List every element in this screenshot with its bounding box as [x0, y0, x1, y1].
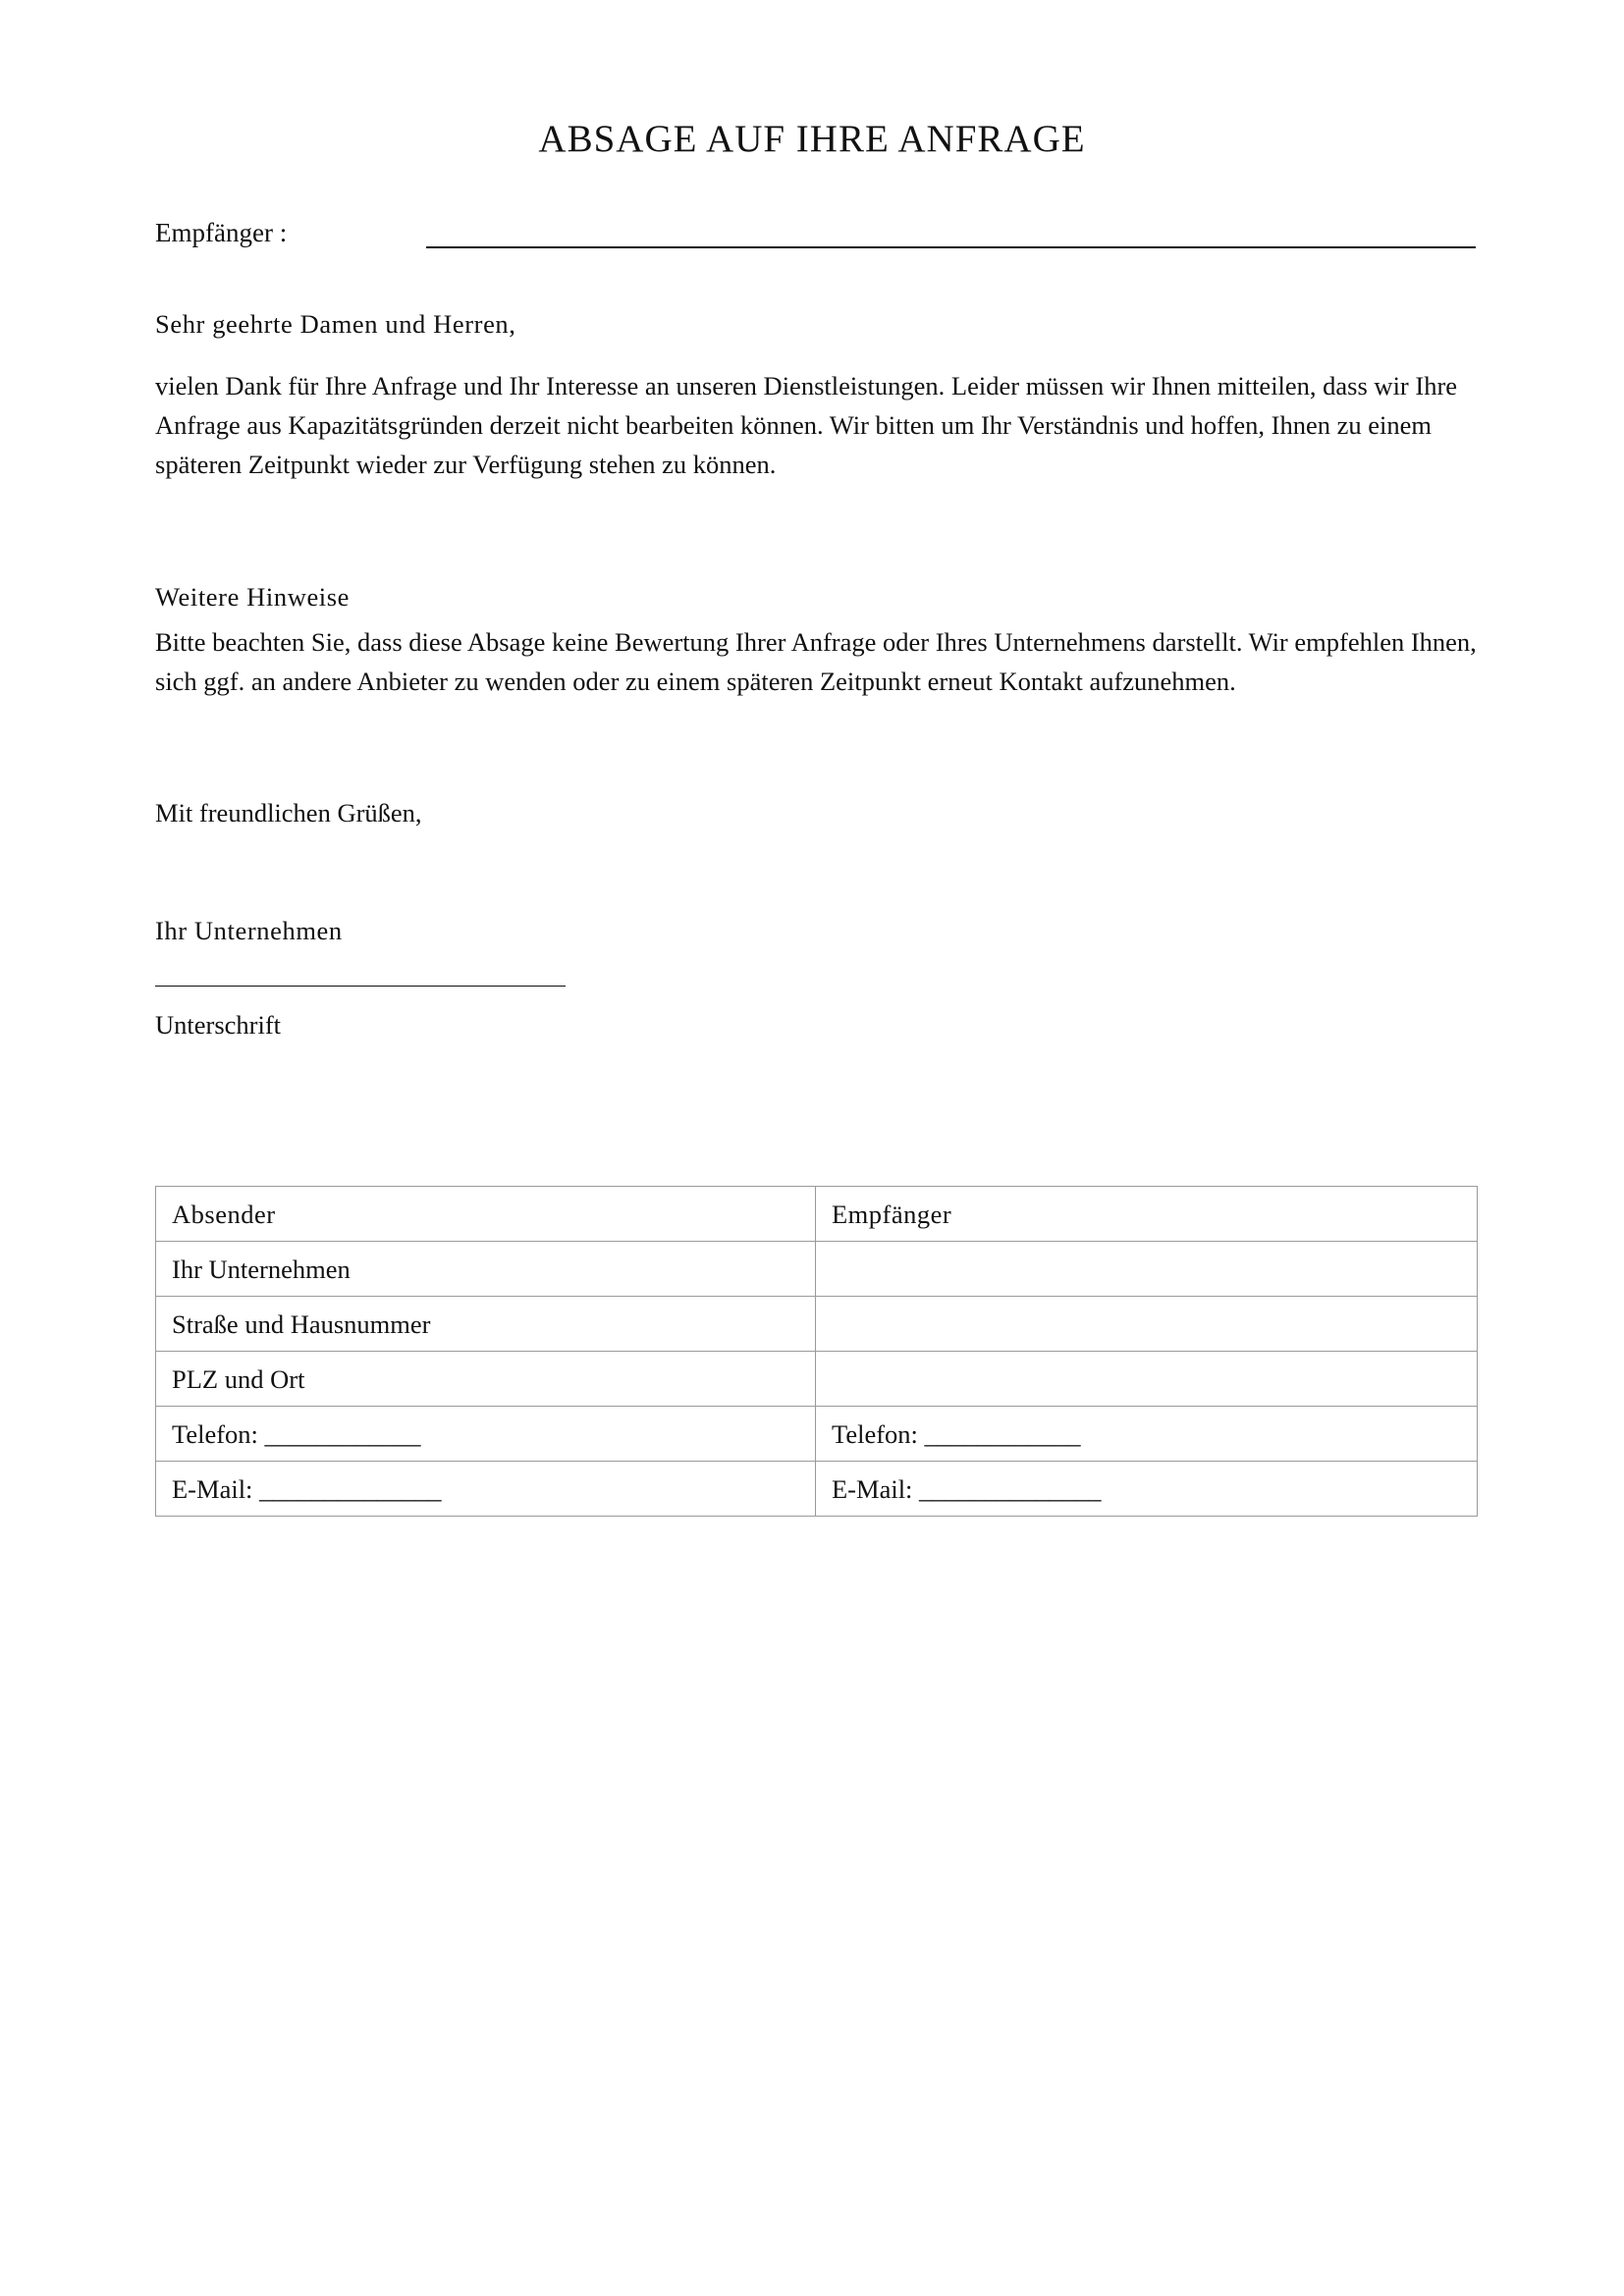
- greeting: Sehr geehrte Damen und Herren,: [155, 309, 516, 339]
- sender-phone: Telefon: ____________: [156, 1407, 816, 1462]
- table-row: [156, 1352, 1478, 1407]
- table-row: [156, 1462, 1478, 1517]
- recipient-label: Empfänger :: [155, 218, 288, 247]
- sender-city: PLZ und Ort: [156, 1352, 816, 1407]
- sender-street: Straße und Hausnummer: [156, 1297, 816, 1352]
- contact-table: [155, 1186, 1478, 1517]
- table-row: [156, 1297, 1478, 1352]
- recipient-fill-line: [426, 246, 1476, 248]
- closing: Mit freundlichen Grüßen,: [155, 798, 422, 828]
- hints-heading: Weitere Hinweise: [155, 582, 351, 612]
- header-sender: Absender: [156, 1187, 816, 1242]
- recipient-city: [816, 1352, 1478, 1407]
- table-row: [156, 1242, 1478, 1297]
- table-row: [156, 1407, 1478, 1462]
- table-header-row: [156, 1187, 1478, 1242]
- company-name: Ihr Unternehmen: [155, 916, 343, 945]
- sender-company: Ihr Unternehmen: [156, 1242, 816, 1297]
- body-paragraph-1: vielen Dank für Ihre Anfrage und Ihr Interesse an unseren Dienstleistungen. Leider müssen wir Ihnen mitteilen, dass wir Ihre Anfrage aus Kapazitätsgründen derzeit nicht bearbeiten können. Wir bitten um Ihr Verständnis und hoffen, Ihnen zu einem späteren Zeitpunkt wieder zur Verfügung stehen zu können.: [155, 371, 1458, 479]
- signature-line: [155, 986, 566, 987]
- recipient-street: [816, 1297, 1478, 1352]
- header-recipient: Empfänger: [816, 1187, 1478, 1242]
- recipient-email: E-Mail: ______________: [816, 1462, 1478, 1517]
- recipient-company: [816, 1242, 1478, 1297]
- recipient-phone: Telefon: ____________: [816, 1407, 1478, 1462]
- document-title: ABSAGE AUF IHRE ANFRAGE: [538, 118, 1086, 160]
- body-paragraph-2: Bitte beachten Sie, dass diese Absage keine Bewertung Ihrer Anfrage oder Ihres Unternehmens darstellt. Wir empfehlen Ihnen, sich ggf. an andere Anbieter zu wenden oder zu einem späteren Zeitpunkt erneut Kontakt aufzunehmen.: [155, 627, 1477, 696]
- sender-email: E-Mail: ______________: [156, 1462, 816, 1517]
- signature-label: Unterschrift: [155, 1010, 282, 1040]
